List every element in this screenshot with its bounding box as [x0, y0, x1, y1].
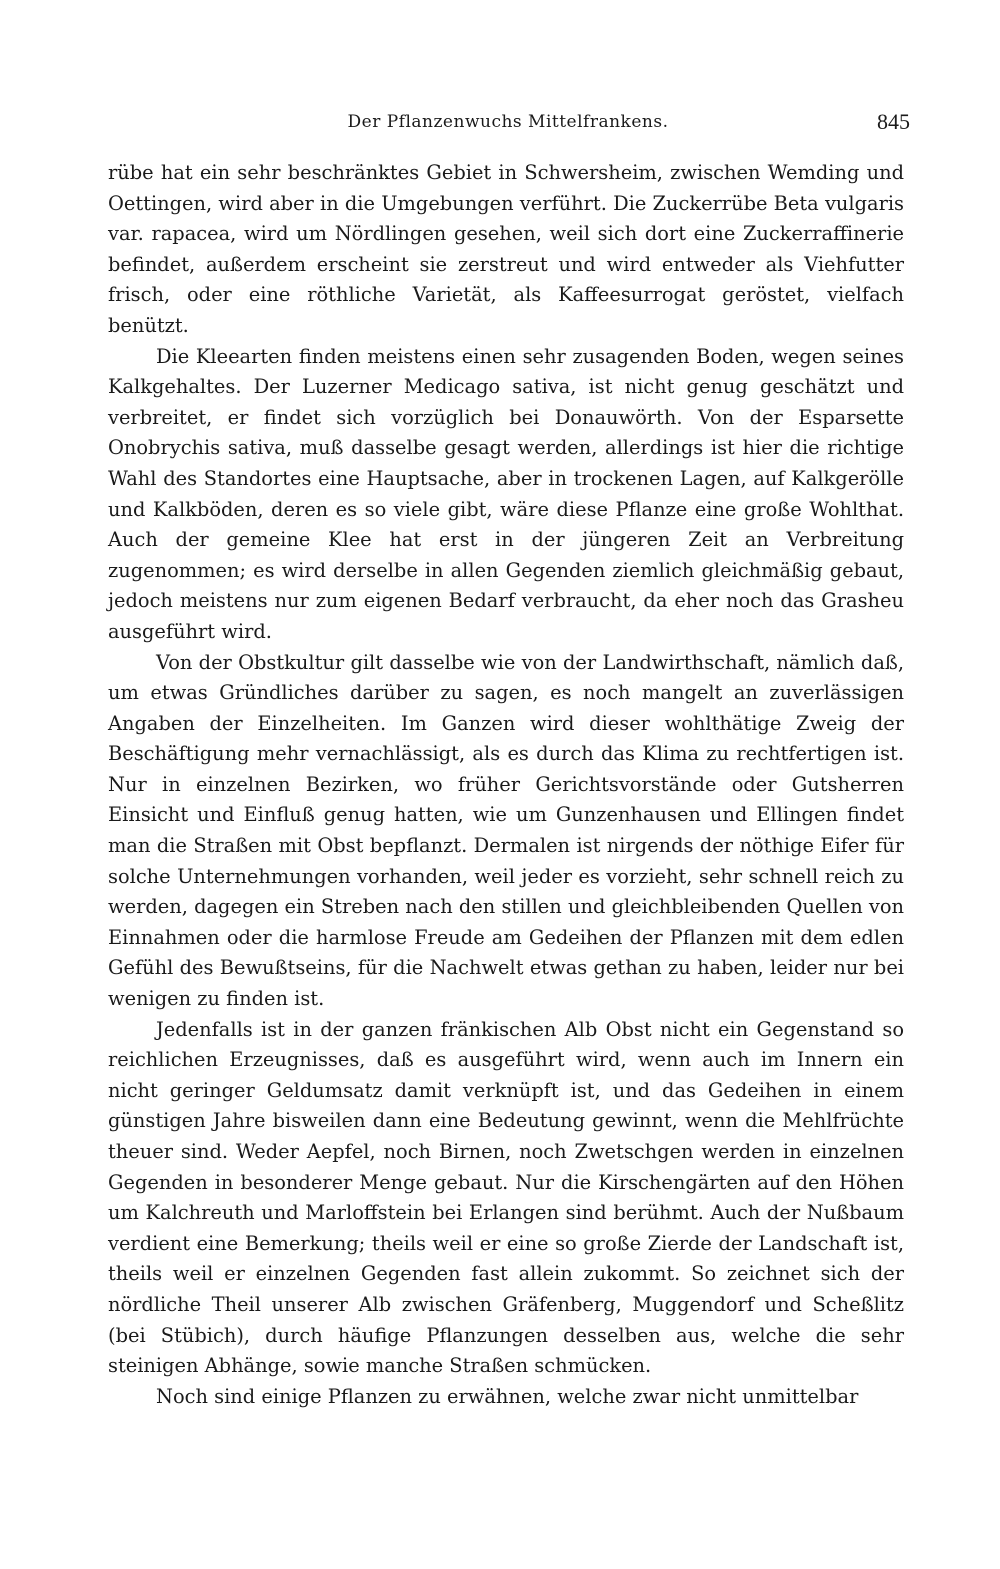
body-text: [108, 158, 904, 1412]
paragraph-obstkultur: Von der Obstkultur gilt dasselbe wie von der Landwirthschaft, nämlich daß, um etwas Gründliches darüber zu sagen, es noch mangelt an zuverlässigen Angaben der Einzelheiten. Im Ganzen wird dieser wohlthätige Zweig der Beschäftigung mehr vernachlässigt, als es durch das Klima zu rechtfertigen ist. Nur in einzelnen Bezirken, wo früher Gerichtsvorstände oder Gutsherren Einsicht und Einfluß genug hatten, wie um Gunzenhausen und Ellingen findet man die Straßen mit Obst bepflanzt. Dermalen ist nirgends der nöthige Eifer für solche Unternehmungen vorhanden, weil jeder es vorzieht, sehr schnell reich zu werden, dagegen ein Streben nach den stillen und gleichbleibenden Quellen von Einnahmen oder die harmlose Freude am Gedeihen der Pflanzen mit dem edlen Gefühl des Bewußtseins, für die Nachwelt etwas gethan zu haben, leider nur bei wenigen zu finden ist.: [108, 650, 904, 1011]
paragraph-kleearten: Die Kleearten finden meistens einen sehr zusagenden Boden, wegen seines Kalkgehaltes. Der Luzerner Medicago sativa, ist nicht genug geschätzt und verbreitet, er findet sich vorzüglich bei Donauwörth. Von der Esparsette Onobrychis sativa, muß dasselbe gesagt werden, allerdings ist hier die richtige Wahl des Standortes eine Hauptsache, aber in trockenen Lagen, auf Kalkgerölle und Kalkböden, deren es so viele gibt, wäre diese Pflanze eine große Wohlthat. Auch der gemeine Klee hat erst in der jüngeren Zeit an Verbreitung zugenommen; es wird derselbe in allen Gegenden ziemlich gleichmäßig gebaut, jedoch meistens nur zum eigenen Bedarf verbraucht, da eher noch das Grasheu ausgeführt wird.: [108, 344, 904, 643]
paragraph-continuation: rübe hat ein sehr beschränktes Gebiet in Schwersheim, zwischen Wemding und Oettingen, wird aber in die Umgebungen verführt. Die Zuckerrübe Beta vulgaris var. rapacea, wird um Nördlingen gesehen, weil sich dort eine Zuckerraffinerie befindet, außerdem erscheint sie zerstreut und wird entweder als Viehfutter frisch, oder eine röthliche Varietät, als Kaffeesurrogat geröstet, vielfach benützt.: [108, 161, 904, 337]
page-number: 845: [877, 109, 910, 134]
running-head: [108, 109, 910, 142]
paragraph-alb-obst: Jedenfalls ist in der ganzen fränkischen Alb Obst nicht ein Gegenstand so reichlichen Erzeugnisses, daß es ausgeführt wird, wenn auch im Innern ein nicht geringer Geldumsatz damit verknüpft ist, und das Gedeihen in einem günstigen Jahre bisweilen dann eine Bedeutung gewinnt, wenn die Mehlfrüchte theuer sind. Weder Aepfel, noch Birnen, noch Zwetschgen werden in einzelnen Gegenden in besonderer Menge gebaut. Nur die Kirschengärten auf den Höhen um Kalchreuth und Marloffstein bei Erlangen sind berühmt. Auch der Nußbaum verdient eine Bemerkung; theils weil er eine so große Zierde der Landschaft ist, theils weil er einzelnen Gegenden fast allein zukommt. So zeichnet sich der nördliche Theil unserer Alb zwischen Gräfenberg, Muggendorf und Scheßlitz (bei Stübich), durch häufige Pflanzungen desselben aus, welche die sehr steinigen Abhänge, sowie manche Straßen schmücken.: [108, 1017, 904, 1378]
running-title: Der Pflanzenwuchs Mittelfrankens.: [347, 112, 669, 132]
paragraph-pflanzen: Noch sind einige Pflanzen zu erwähnen, welche zwar nicht unmittelbar: [156, 1384, 859, 1408]
